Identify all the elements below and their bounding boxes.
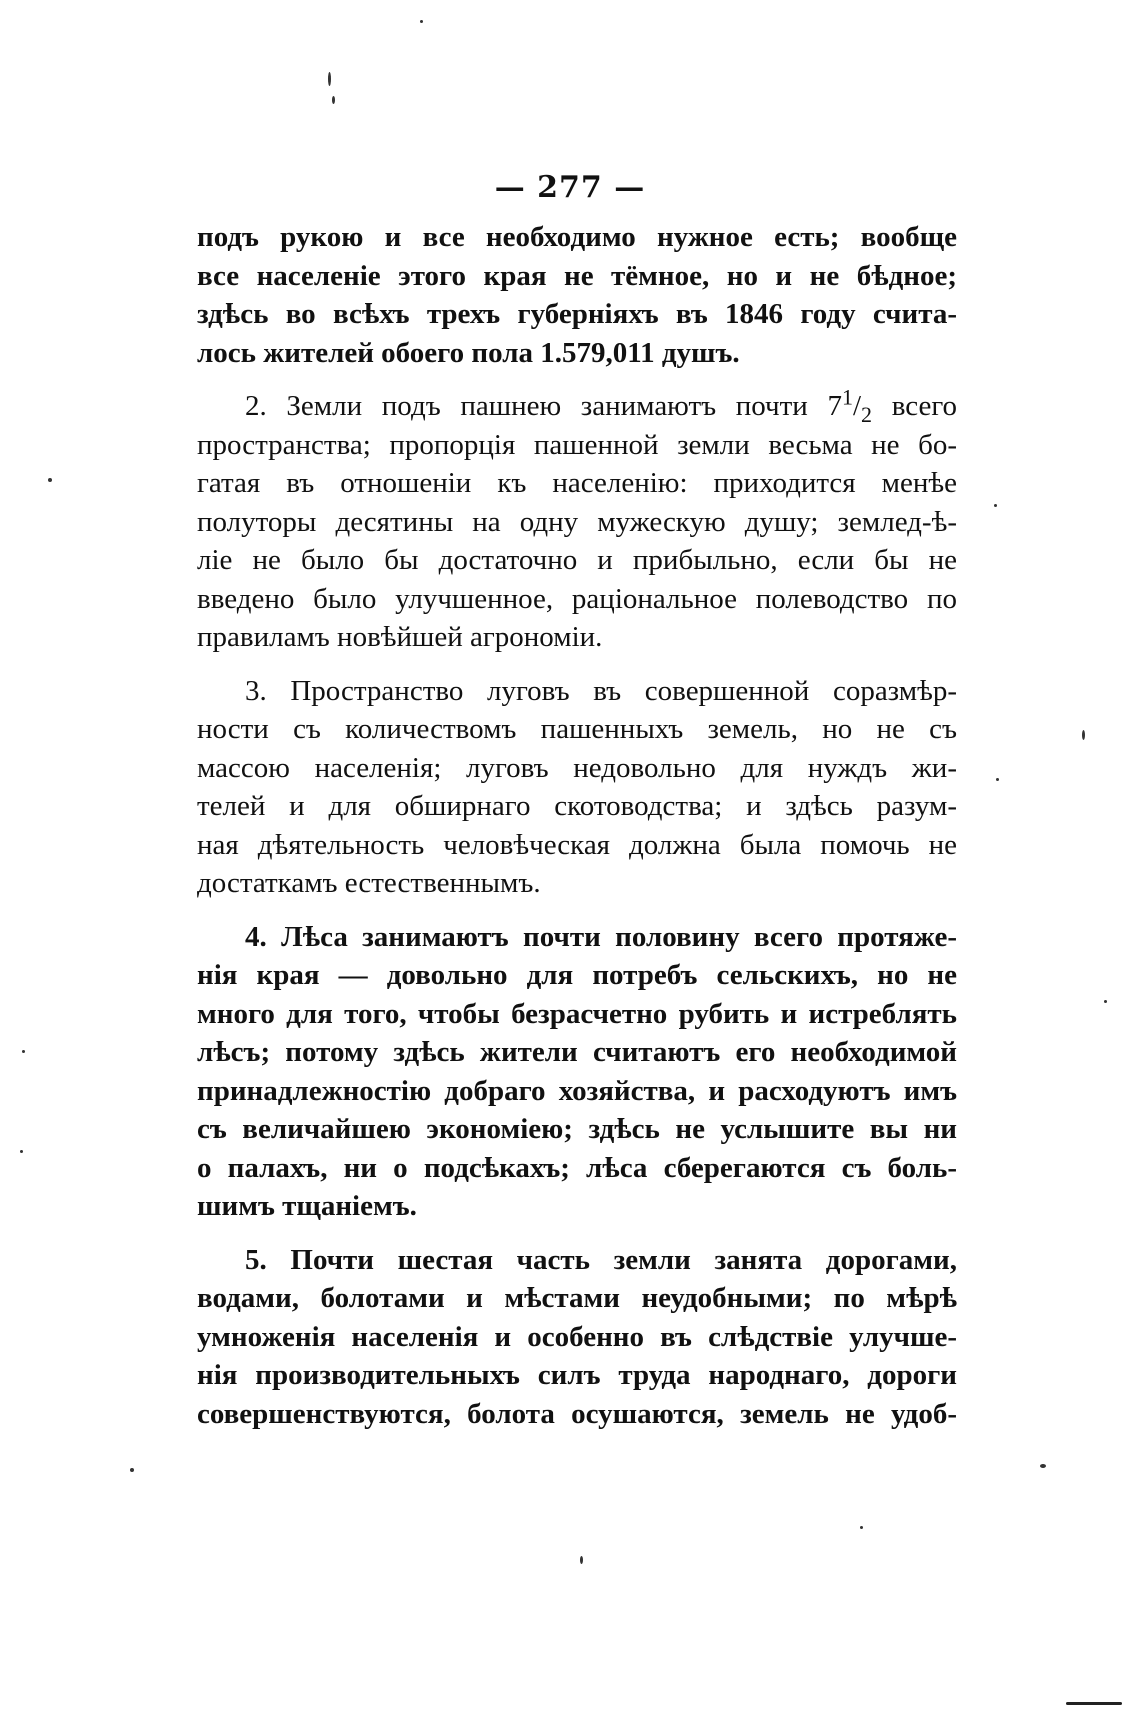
text-line: ліе не было бы достаточно и прибыльно, если бы не	[197, 544, 957, 576]
text-line-with-fraction	[197, 384, 957, 427]
text-line: здѣсь во всѣхъ трехъ губерніяхъ въ 1846 году счита-	[197, 298, 957, 330]
text-line: гатая въ отношеніи къ населенію: приходится менѣе	[197, 467, 957, 499]
text-line: телей и для обширнаго скотоводства; и здѣсь разум-	[197, 790, 957, 822]
scan-speck	[994, 504, 997, 507]
scan-speck	[580, 1556, 583, 1564]
scan-speck	[20, 1150, 23, 1153]
text-line: подъ рукою и все необходимо нужное есть; вообще	[197, 221, 957, 253]
scan-speck	[22, 1050, 25, 1053]
text-line: массою населенія; луговъ недовольно для нуждъ жи-	[197, 751, 957, 784]
scan-speck	[1104, 1000, 1107, 1003]
text-line: лѣсъ; потому здѣсь жители считаютъ его необходимой	[197, 1036, 957, 1068]
text-line: о палахъ, ни о подсѣкахъ; лѣса сберегаются съ боль-	[197, 1151, 957, 1184]
text-line: нія производительныхъ силъ труда народнаго, дороги	[197, 1359, 957, 1391]
fraction-denominator: 2	[861, 401, 873, 427]
text-line: ности съ количествомъ пашенныхъ земель, но не съ	[197, 713, 957, 745]
text-line: 4. Лѣса занимаютъ почти половину всего протяже-	[245, 920, 957, 953]
scan-speck	[130, 1468, 134, 1472]
paragraph-3	[197, 672, 957, 903]
text-line: лось жителей обоего пола 1.579,011 душъ.	[197, 336, 740, 369]
text-line: ная дѣятельность человѣческая должна была помочь не	[197, 828, 957, 861]
paragraph-intro	[197, 218, 957, 372]
text-line: умноженія населенія и особенно въ слѣдствіе улучше-	[197, 1320, 957, 1353]
text-line: все населеніе этого края не тёмное, но и не бѣдное;	[197, 259, 957, 292]
text-line: правиламъ новѣйшей агрономіи.	[197, 621, 603, 653]
text-line: совершенствуются, болота осушаются, земель не удоб-	[197, 1397, 957, 1430]
scan-speck	[996, 778, 999, 781]
text-line: много для того, чтобы безрасчетно рубить и истреблять	[197, 997, 957, 1030]
paragraph-4	[197, 918, 957, 1226]
paragraph-2	[197, 384, 957, 657]
scan-speck	[420, 20, 423, 23]
scan-speck	[860, 1526, 863, 1529]
text-line: достаткамъ естественнымъ.	[197, 867, 541, 899]
text-line: съ величайшею экономіею; здѣсь не услышите вы ни	[197, 1113, 957, 1145]
fraction-separator: /	[852, 390, 862, 422]
text-line: пространства; пропорція пашенной земли весьма не бо-	[197, 428, 957, 461]
text-line: 3. Пространство луговъ въ совершенной соразмѣр-	[245, 674, 957, 707]
scan-speck	[1082, 730, 1085, 740]
text-fragment: всего	[891, 390, 957, 422]
paragraph-5	[197, 1241, 957, 1434]
page-number: — 277 —	[494, 170, 646, 205]
scan-speck	[328, 72, 331, 86]
scan-mark	[1066, 1702, 1122, 1705]
scan-speck	[48, 478, 52, 482]
text-line: принадлежностію добраго хозяйства, и расходуютъ имъ	[197, 1074, 957, 1107]
text-line: водами, болотами и мѣстами неудобными; по мѣрѣ	[197, 1282, 957, 1314]
text-line: полуторы десятины на одну мужескую душу; землед-ѣ-	[197, 505, 957, 538]
text-fragment: 2. Земли подъ пашнею занимаютъ почти 7	[245, 390, 842, 422]
text-line: введено было улучшенное, раціональное полеводство по	[197, 582, 957, 615]
text-line: нія края — довольно для потребъ сельскихъ, но не	[197, 959, 957, 991]
fraction-numerator: 1	[841, 384, 853, 410]
scan-speck	[1040, 1464, 1046, 1468]
text-line: шимъ тщаніемъ.	[197, 1190, 417, 1222]
page-body	[197, 218, 957, 1448]
text-line: 5. Почти шестая часть земли занята дорогами,	[245, 1243, 957, 1276]
scan-speck	[332, 96, 335, 104]
